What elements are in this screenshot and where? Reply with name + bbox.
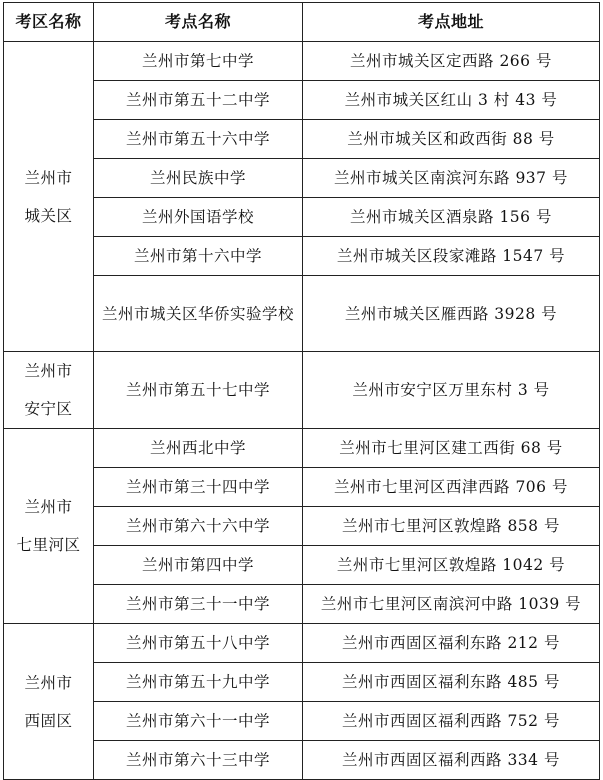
table-row xyxy=(4,429,600,468)
school-cell: 兰州市第五十二中学 xyxy=(94,81,303,120)
address-cell: 兰州市城关区南滨河东路 937 号 xyxy=(303,159,600,198)
district-line: 兰州市 xyxy=(24,168,73,187)
address-cell: 兰州市城关区红山 3 村 43 号 xyxy=(303,81,600,120)
table-row xyxy=(4,198,600,237)
district-line: 兰州市 xyxy=(24,362,73,380)
school-cell: 兰州市第五十六中学 xyxy=(94,120,303,159)
header-address: 考点地址 xyxy=(303,3,600,42)
district-line: 安宁区 xyxy=(24,400,73,418)
district-cell xyxy=(4,429,94,624)
address-cell: 兰州市城关区和政西街 88 号 xyxy=(303,120,600,159)
school-cell: 兰州市第五十八中学 xyxy=(94,624,303,663)
table-header-row xyxy=(4,3,600,42)
table-row xyxy=(4,663,600,702)
district-line: 兰州市 xyxy=(24,673,73,692)
table-row xyxy=(4,352,600,429)
district-cell xyxy=(4,624,94,780)
school-cell: 兰州市第五十七中学 xyxy=(94,352,303,429)
district-line: 城关区 xyxy=(24,206,73,225)
address-cell: 兰州市西固区福利东路 212 号 xyxy=(303,624,600,663)
district-cell xyxy=(4,42,94,352)
address-cell: 兰州市七里河区南滨河中路 1039 号 xyxy=(303,585,600,624)
school-cell: 兰州市第三十四中学 xyxy=(94,468,303,507)
school-cell: 兰州民族中学 xyxy=(94,159,303,198)
address-cell: 兰州市安宁区万里东村 3 号 xyxy=(303,352,600,429)
school-cell: 兰州市第六十三中学 xyxy=(94,741,303,780)
table-row xyxy=(4,702,600,741)
table-row xyxy=(4,546,600,585)
address-cell: 兰州市城关区酒泉路 156 号 xyxy=(303,198,600,237)
district-line: 兰州市 xyxy=(24,498,73,516)
address-cell: 兰州市城关区定西路 266 号 xyxy=(303,42,600,81)
address-cell: 兰州市七里河区西津西路 706 号 xyxy=(303,468,600,507)
table-row xyxy=(4,237,600,276)
table-row xyxy=(4,585,600,624)
school-cell: 兰州市第四中学 xyxy=(94,546,303,585)
address-cell: 兰州市城关区段家滩路 1547 号 xyxy=(303,237,600,276)
address-cell: 兰州市七里河区敦煌路 858 号 xyxy=(303,507,600,546)
table-row xyxy=(4,81,600,120)
school-cell: 兰州西北中学 xyxy=(94,429,303,468)
district-line: 西固区 xyxy=(24,711,73,730)
table-row xyxy=(4,468,600,507)
address-cell: 兰州市城关区雁西路 3928 号 xyxy=(303,276,600,352)
school-cell: 兰州市第六十六中学 xyxy=(94,507,303,546)
school-cell: 兰州市城关区华侨实验学校 xyxy=(94,276,303,352)
header-district: 考区名称 xyxy=(4,3,94,42)
exam-site-table xyxy=(3,2,600,780)
table-row xyxy=(4,624,600,663)
table-row xyxy=(4,741,600,780)
table-row xyxy=(4,159,600,198)
school-cell: 兰州市第六十一中学 xyxy=(94,702,303,741)
address-cell: 兰州市西固区福利东路 485 号 xyxy=(303,663,600,702)
school-cell: 兰州市第五十九中学 xyxy=(94,663,303,702)
district-cell xyxy=(4,352,94,429)
school-cell: 兰州市第十六中学 xyxy=(94,237,303,276)
address-cell: 兰州市西固区福利西路 752 号 xyxy=(303,702,600,741)
school-cell: 兰州市第三十一中学 xyxy=(94,585,303,624)
table-row xyxy=(4,276,600,352)
school-cell: 兰州市第七中学 xyxy=(94,42,303,81)
table-row xyxy=(4,120,600,159)
table-row xyxy=(4,42,600,81)
district-line: 七里河区 xyxy=(16,536,81,554)
address-cell: 兰州市七里河区建工西街 68 号 xyxy=(303,429,600,468)
header-school: 考点名称 xyxy=(94,3,303,42)
school-cell: 兰州外国语学校 xyxy=(94,198,303,237)
address-cell: 兰州市西固区福利西路 334 号 xyxy=(303,741,600,780)
table-row xyxy=(4,507,600,546)
address-cell: 兰州市七里河区敦煌路 1042 号 xyxy=(303,546,600,585)
